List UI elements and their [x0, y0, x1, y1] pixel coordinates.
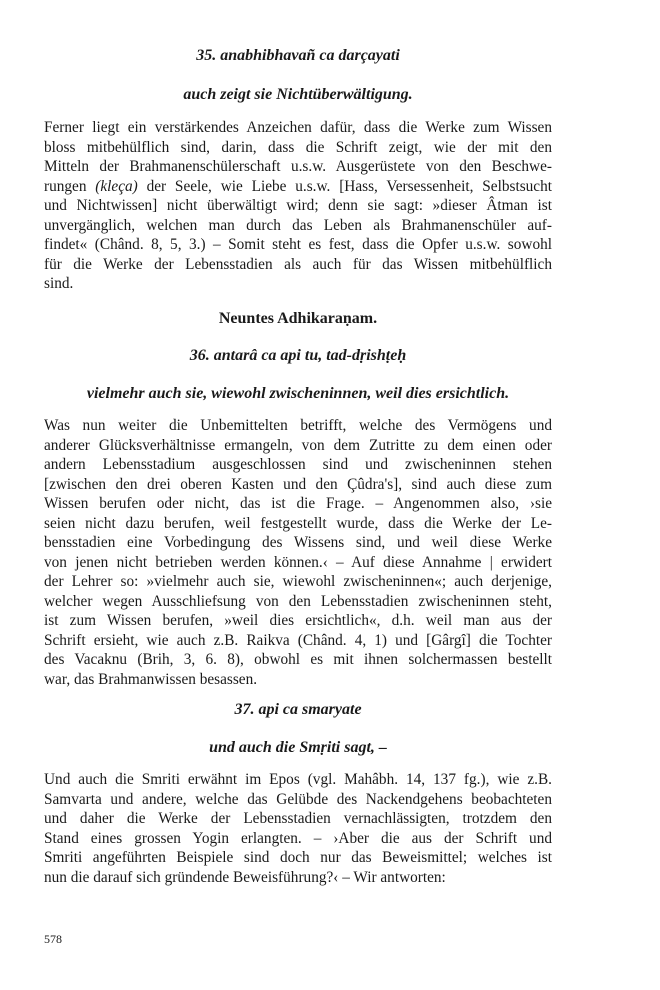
commentary-paragraph-37: [44, 770, 552, 887]
sutra-translation-37: und auch die Smṛiti sagt, –: [209, 739, 387, 756]
text-line: Smriti angeführten Beispiele sind doch nur das Beweismittel; welches ist: [44, 849, 552, 866]
text-line: und Nichtwissen] nicht überwältigt wird; denn sie sagt: »dieser Âtman ist: [44, 197, 552, 214]
italic-term: (kleça): [95, 177, 138, 195]
adhikarana-heading: Neuntes Adhikaraṇam.: [218, 310, 378, 327]
sutra-heading-35: 35. anabhibhavañ ca darçayati: [196, 47, 400, 64]
commentary-paragraph-35: [44, 118, 552, 294]
sutra-translation-36: vielmehr auch sie, wiewohl zwischeninnen, weil dies ersichtlich.: [86, 385, 510, 402]
text-line: bensstadien eine Vorbedingung des Wissens sind, und weil diese Werke: [44, 534, 552, 551]
text-line: Stand eines grossen Yogin erlangten. – ›Aber die aus der Schrift und: [44, 829, 552, 847]
text-line: welcher wegen Ausschliefsung von den Lebensstadien zwischeninnen steht,: [44, 592, 552, 610]
text-line: rungen (kleça) der Seele, wie Liebe u.s.w. [Hass, Versessenheit, Selbstsucht: [44, 177, 552, 195]
text-line: Mitteln der Brahmanenschülerschaft u.s.w. Ausgerüstete von den Beschwe-: [44, 158, 552, 175]
text-line: und daher die Werke der Lebensstadien vernachlässigten, trotzdem den: [44, 810, 552, 827]
text-line: bloss mitbehülflich sind, darin, dass die Schrift zeigt, wie der mit den: [44, 138, 552, 156]
text-line: Wissen berufen oder nicht, das ist die Frage. – Angenommen also, ›sie: [44, 495, 552, 512]
text-line: seien nicht dazu berufen, weil festgestellt wurde, dass die Werke der Le-: [44, 514, 552, 532]
text-line: Ferner liegt ein verstärkendes Anzeichen dafür, dass die Werke zum Wissen: [44, 119, 552, 136]
sutra-translation-35: auch zeigt sie Nichtüberwältigung.: [183, 86, 413, 103]
text-line: war, das Brahmanwissen besassen.: [44, 670, 258, 688]
text-line: anderer Glücksverhältnisse ermangeln, von dem Zutritte zu dem einen oder: [44, 436, 552, 454]
text-line: findet« (Chând. 8, 5, 3.) – Somit steht es fest, dass die Opfer u.s.w. sowohl: [44, 236, 552, 253]
text-line: Was nun weiter die Unbemittelten betrifft, welche des Vermögens und: [44, 417, 552, 434]
text-line: von jenen nicht betrieben werden können.‹ – Auf diese Annahme | erwidert: [44, 553, 552, 571]
sutra-heading-37: 37. api ca smaryate: [234, 701, 362, 718]
text-line: Samvarta und andere, welche das Gelübde des Nackendgehens beobachteten: [44, 790, 552, 808]
text-line: der Lehrer so: »vielmehr auch sie, wiewohl zwischeninnen«; auch derjenige,: [44, 573, 552, 590]
text-line: nun die darauf sich gründende Beweisführung?‹ – Wir antworten:: [44, 868, 446, 886]
text-line: Und auch die Smriti erwähnt im Epos (vgl. Mahâbh. 14, 137 fg.), wie z.B.: [44, 771, 552, 788]
text-line: des Vacaknu (Brih, 3, 6. 8), obwohl es mit ihnen solchermassen bestellt: [44, 651, 552, 668]
text-line: [zwischen den drei oberen Kasten und den Çûdra's], sind auch diese zum: [44, 475, 552, 493]
commentary-paragraph-36: [44, 416, 552, 689]
page-number: 578: [44, 932, 62, 946]
text-line: für die Werke der Lebensstadien als auch für das Wissen mitbehülflich: [44, 255, 552, 273]
sutra-heading-36: 36. antarâ ca api tu, tad-dṛishṭeḥ: [189, 347, 407, 364]
text-line: andern Lebensstadium ausgeschlossen sind und zwischeninnen stehen: [44, 456, 552, 473]
text-line: sind.: [44, 275, 74, 292]
text-line: unvergänglich, welchen man durch das Leben als Brahmanenschüler auf-: [44, 216, 552, 234]
text-line: ist zum Wissen berufen, »weil dies ersichtlich«, d.h. weil man aus der: [44, 612, 552, 629]
text-line: Schrift ersieht, wie auch z.B. Raikva (Chând. 4, 1) und [Gârgî] die Tochter: [44, 631, 552, 649]
